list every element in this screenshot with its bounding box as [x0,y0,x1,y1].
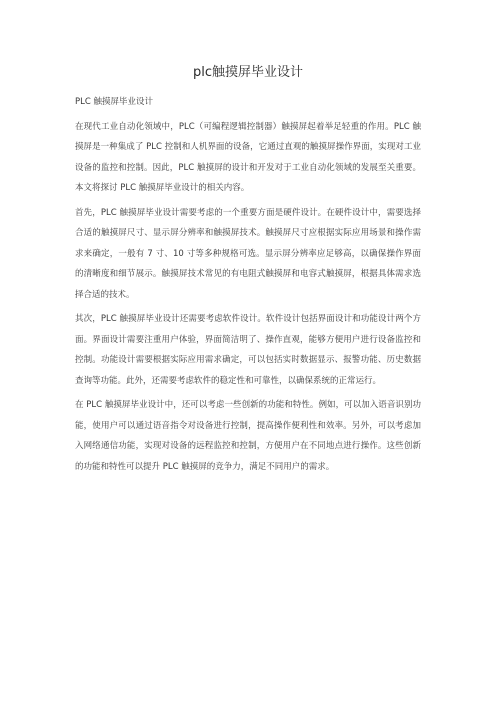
document-title: plc触摸屏毕业设计 [192,65,303,80]
paragraph-innovation: 在 PLC 触摸屏毕业设计中，还可以考虑一些创新的功能和特性。例如，可以加入语音识别功能，使用户可以通过语音指令对设备进行控制，提高操作便利性和效率。另外，可以考虑加入网络通信功能，实现对设备的远程监控和控制，方便用户在不同地点进行操作。这些创新的功能和特性可以提升 PLC 触摸屏的竞争力，满足不同用户的需求。 [75,400,421,472]
document-subtitle: PLC 触摸屏毕业设计 [75,97,153,107]
paragraph-intro: 在现代工业自动化领域中，PLC（可编程逻辑控制器）触摸屏起着举足轻重的作用。PLC 触摸屏是一种集成了 PLC 控制和人机界面的设备，它通过直观的触摸屏操作界面，实现对工业设备的监控和控制。因此，PLC 触摸屏的设计和开发对于工业自动化领域的发展至关重要。本文将探讨 PLC 触摸屏毕业设计的相关内容。 [75,121,421,193]
paragraph-software: 其次，PLC 触摸屏毕业设计还需要考虑软件设计。软件设计包括界面设计和功能设计两个方面。界面设计需要注重用户体验，界面简洁明了、操作直观，能够方便用户进行设备监控和控制。功能设计需要根据实际应用需求确定，可以包括实时数据显示、报警功能、历史数据查询等功能。此外，还需要考虑软件的稳定性和可靠性，以确保系统的正常运行。 [75,314,421,386]
paragraph-hardware: 首先，PLC 触摸屏毕业设计需要考虑的一个重要方面是硬件设计。在硬件设计中，需要选择合适的触摸屏尺寸、显示屏分辨率和触摸屏技术。触摸屏尺寸应根据实际应用场景和操作需求来确定，一般有 7 寸、10 寸等多种规格可选。显示屏分辨率应足够高，以确保操作界面的清晰度和细节展示。触摸屏技术常见的有电阻式触摸屏和电容式触摸屏，根据具体需求选择合适的技术。 [75,207,421,300]
document-body [75,92,421,481]
